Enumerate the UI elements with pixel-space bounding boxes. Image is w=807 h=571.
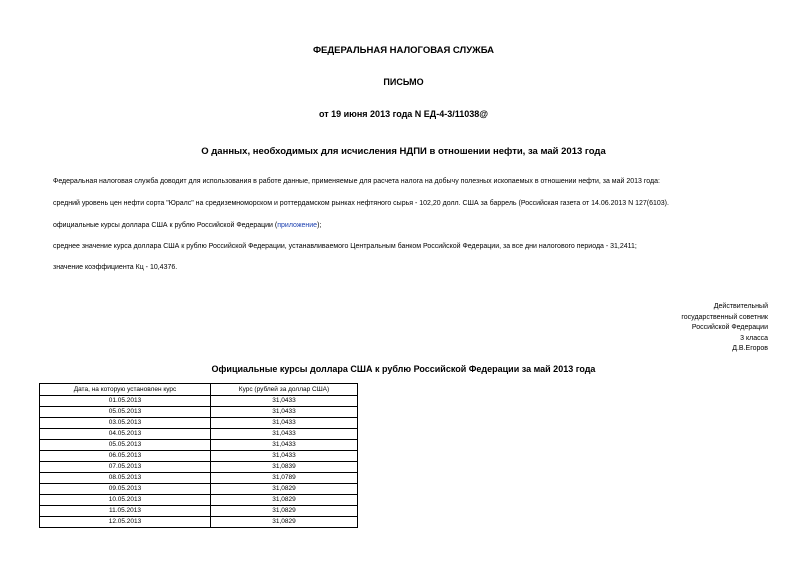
date-cell: 01.05.2013 — [40, 396, 211, 407]
rate-cell: 31,0433 — [211, 440, 358, 451]
rate-cell: 31,0433 — [211, 451, 358, 462]
signature-block — [681, 302, 768, 355]
table-row — [40, 418, 358, 429]
rate-cell: 31,0829 — [211, 517, 358, 528]
table-row — [40, 495, 358, 506]
table-row — [40, 440, 358, 451]
table-row — [40, 429, 358, 440]
rate-cell: 31,0433 — [211, 396, 358, 407]
date-cell: 05.05.2013 — [40, 440, 211, 451]
table-row — [40, 451, 358, 462]
document-type-heading: ПИСЬМО — [383, 77, 424, 87]
rate-cell: 31,0829 — [211, 506, 358, 517]
kc-coefficient-paragraph: значение коэффициента Кц - 10,4376. — [53, 264, 178, 271]
urals-price-paragraph: средний уровень цен нефти сорта "Юралс" на средиземноморском и роттердамском рынках нефтяного сырья - 102,20 долл. США за баррель (Российская газета от 14.06.2013 N 127(6103). — [53, 200, 669, 207]
agency-heading: ФЕДЕРАЛЬНАЯ НАЛОГОВАЯ СЛУЖБА — [312, 45, 495, 56]
rates-paragraph-prefix: официальные курсы доллара США к рублю Российской Федерации ( — [53, 222, 278, 229]
rates-paragraph — [53, 222, 321, 229]
signature-line-2: государственный советник — [681, 313, 768, 321]
table-row — [40, 506, 358, 517]
date-cell: 12.05.2013 — [40, 517, 211, 528]
document-reference: от 19 июня 2013 года N ЕД-4-3/11038@ — [318, 109, 489, 119]
date-cell: 05.05.2013 — [40, 407, 211, 418]
rate-cell: 31,0839 — [211, 462, 358, 473]
table-header-row — [40, 384, 358, 396]
table-row — [40, 517, 358, 528]
column-header-rate: Курс (рублей за доллар США) — [211, 384, 358, 396]
exchange-rates-table — [39, 383, 358, 528]
date-cell: 11.05.2013 — [40, 506, 211, 517]
document-subject: О данных, необходимых для исчисления НДПИ в отношении нефти, за май 2013 года — [201, 146, 606, 157]
rate-cell: 31,0433 — [211, 429, 358, 440]
table-row — [40, 407, 358, 418]
rate-cell: 31,0789 — [211, 473, 358, 484]
rate-cell: 31,0433 — [211, 407, 358, 418]
column-header-date: Дата, на которую установлен курс — [40, 384, 211, 396]
signature-line-4: 3 класса — [740, 334, 768, 342]
signature-name: Д.В.Егоров — [732, 345, 768, 353]
date-cell: 09.05.2013 — [40, 484, 211, 495]
average-rate-paragraph: среднее значение курса доллара США к рублю Российской Федерации, устанавливаемого Центральным банком Российской Федерации, за все дни налогового периода - 31,2411; — [53, 243, 637, 250]
appendix-title: Официальные курсы доллара США к рублю Российской Федерации за май 2013 года — [211, 364, 596, 374]
date-cell: 10.05.2013 — [40, 495, 211, 506]
date-cell: 06.05.2013 — [40, 451, 211, 462]
table-row — [40, 473, 358, 484]
signature-line-3: Российской Федерации — [691, 324, 768, 332]
date-cell: 08.05.2013 — [40, 473, 211, 484]
rate-cell: 31,0829 — [211, 495, 358, 506]
date-cell: 04.05.2013 — [40, 429, 211, 440]
appendix-link[interactable]: приложение — [277, 222, 318, 229]
table-row — [40, 462, 358, 473]
intro-paragraph: Федеральная налоговая служба доводит для использования в работе данные, применяемые для расчета налога на добычу полезных ископаемых в отношении нефти, за май 2013 года: — [53, 178, 660, 185]
date-cell: 03.05.2013 — [40, 418, 211, 429]
signature-line-1: Действительный — [713, 303, 768, 310]
table-row — [40, 396, 358, 407]
date-cell: 07.05.2013 — [40, 462, 211, 473]
rate-cell: 31,0433 — [211, 418, 358, 429]
table-row — [40, 484, 358, 495]
rate-cell: 31,0829 — [211, 484, 358, 495]
rates-paragraph-suffix: ); — [317, 222, 322, 229]
